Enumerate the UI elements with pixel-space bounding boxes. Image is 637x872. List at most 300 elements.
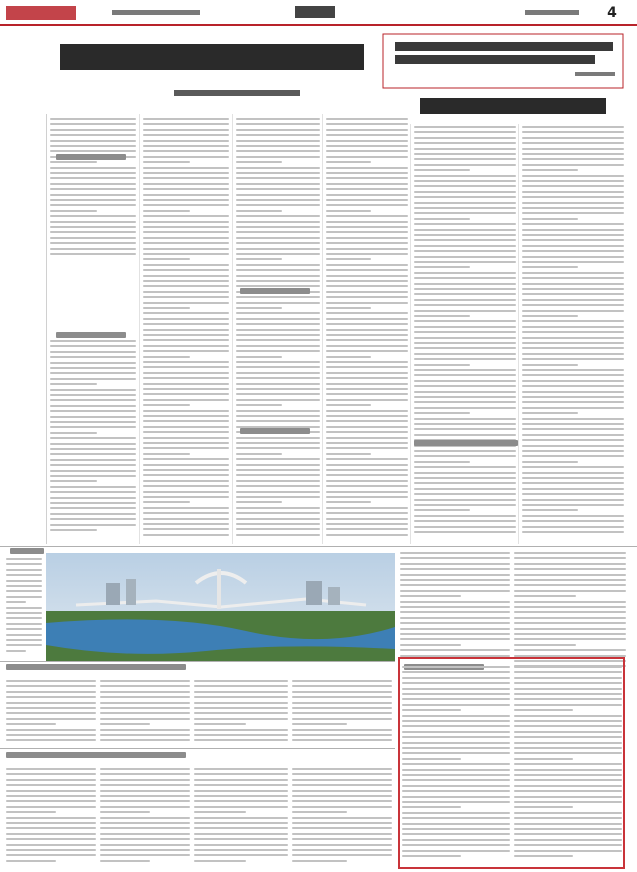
- text-line: [6, 596, 42, 598]
- text-line: [6, 817, 96, 819]
- text-line: [236, 156, 320, 158]
- text-line: [326, 167, 408, 169]
- text-line: [326, 485, 408, 487]
- text-line: [326, 280, 408, 282]
- text-line: [6, 623, 42, 625]
- text-line: [6, 768, 96, 770]
- text-line: [50, 210, 97, 212]
- text-line: [522, 364, 578, 366]
- text-line: [326, 226, 408, 228]
- text-line: [143, 377, 229, 379]
- text-line: [194, 790, 288, 792]
- text-line: [236, 350, 320, 352]
- text-line: [143, 496, 229, 498]
- text-line: [236, 307, 282, 309]
- text-line: [514, 649, 626, 651]
- text-line: [292, 702, 392, 704]
- text-line: [414, 245, 516, 247]
- text-line: [292, 729, 392, 731]
- text-line: [6, 707, 96, 709]
- text-line: [236, 523, 320, 525]
- text-line: [100, 702, 190, 704]
- text-line: [236, 383, 320, 385]
- text-line: [326, 523, 408, 525]
- text-line: [414, 472, 516, 474]
- text-line: [414, 196, 516, 198]
- text-line: [522, 142, 624, 144]
- text-line: [292, 860, 347, 862]
- text-line: [194, 822, 288, 824]
- text-line: [236, 458, 320, 460]
- text-line: [236, 161, 282, 163]
- text-line: [50, 215, 136, 217]
- text-line: [194, 811, 246, 813]
- article-title: [6, 752, 186, 758]
- text-line: [50, 383, 97, 385]
- text-line: [522, 531, 624, 533]
- text-line: [522, 126, 624, 128]
- text-line: [522, 385, 624, 387]
- side-article: [420, 98, 606, 114]
- text-line: [522, 499, 624, 501]
- text-line: [194, 784, 288, 786]
- text-line: [236, 415, 320, 417]
- text-line: [414, 137, 516, 139]
- text-line: [236, 323, 320, 325]
- text-line: [236, 464, 320, 466]
- text-line: [50, 351, 136, 353]
- text-line: [100, 844, 190, 846]
- text-line: [143, 291, 229, 293]
- text-line: [6, 811, 56, 813]
- text-line: [326, 350, 408, 352]
- text-line: [326, 496, 408, 498]
- text-line: [236, 372, 320, 374]
- text-line: [6, 838, 96, 840]
- text-line: [143, 118, 229, 120]
- text-line: [236, 377, 320, 379]
- text-line: [522, 207, 624, 209]
- text-line: [50, 513, 136, 515]
- text-line: [522, 304, 624, 306]
- text-line: [143, 453, 190, 455]
- text-line: [6, 833, 96, 835]
- text-line: [326, 458, 408, 460]
- text-line: [100, 795, 190, 797]
- text-line: [522, 407, 624, 409]
- text-line: [400, 552, 510, 554]
- text-line: [514, 628, 626, 630]
- text-line: [326, 518, 408, 520]
- text-line: [6, 639, 42, 641]
- text-line: [6, 822, 96, 824]
- text-line: [50, 437, 136, 439]
- text-line: [194, 849, 288, 851]
- text-line: [143, 480, 229, 482]
- text-line: [194, 860, 246, 862]
- text-line: [414, 369, 516, 371]
- text-line: [414, 385, 516, 387]
- text-line: [326, 383, 408, 385]
- text-line: [143, 199, 229, 201]
- text-line: [236, 404, 282, 406]
- text-line: [414, 223, 516, 225]
- text-line: [236, 140, 320, 142]
- text-line: [522, 342, 624, 344]
- text-line: [292, 696, 392, 698]
- text-line: [50, 529, 97, 531]
- headline-placeholder: [60, 44, 364, 70]
- text-line: [414, 391, 516, 393]
- text-line: [414, 234, 516, 236]
- text-line: [414, 256, 516, 258]
- text-line: [6, 790, 96, 792]
- text-line: [143, 129, 229, 131]
- text-line: [400, 595, 461, 597]
- text-line: [236, 253, 320, 255]
- text-line: [194, 817, 288, 819]
- text-line: [6, 650, 26, 652]
- text-line: [400, 644, 461, 646]
- text-line: [326, 512, 408, 514]
- text-line: [522, 245, 624, 247]
- text-line: [194, 838, 288, 840]
- text-line: [6, 607, 42, 609]
- text-line: [6, 702, 96, 704]
- text-line: [414, 380, 516, 382]
- text-line: [236, 167, 320, 169]
- text-line: [194, 718, 288, 720]
- text-line: [50, 237, 136, 239]
- text-line: [236, 248, 320, 250]
- text-line: [522, 283, 624, 285]
- text-line: [522, 202, 624, 204]
- text-line: [326, 318, 408, 320]
- text-line: [326, 269, 408, 271]
- masthead: [0, 6, 637, 26]
- text-line: [6, 585, 42, 587]
- text-line: [50, 432, 97, 434]
- text-line: [236, 361, 320, 363]
- text-line: [100, 691, 190, 693]
- text-line: [414, 148, 516, 150]
- text-line: [414, 304, 516, 306]
- text-line: [143, 350, 229, 352]
- text-line: [236, 345, 320, 347]
- text-line: [292, 691, 392, 693]
- text-line: [522, 250, 624, 252]
- text-line: [326, 248, 408, 250]
- text-line: [143, 410, 229, 412]
- text-line: [292, 811, 347, 813]
- text-line: [414, 261, 516, 263]
- text-line: [414, 418, 516, 420]
- text-line: [522, 423, 624, 425]
- text-line: [522, 461, 578, 463]
- text-line: [236, 188, 320, 190]
- text-line: [236, 485, 320, 487]
- text-line: [143, 388, 229, 390]
- text-line: [514, 606, 626, 608]
- text-line: [143, 491, 229, 493]
- text-line: [400, 574, 510, 576]
- text-line: [522, 434, 624, 436]
- text-line: [414, 423, 516, 425]
- text-line: [400, 606, 510, 608]
- highlighted-article-frame: [398, 657, 625, 869]
- text-line: [326, 275, 408, 277]
- article-title: [6, 664, 186, 670]
- text-line: [100, 779, 190, 781]
- text-line: [414, 164, 516, 166]
- text-line: [236, 242, 320, 244]
- text-line: [194, 768, 288, 770]
- text-line: [50, 524, 136, 526]
- text-line: [292, 838, 392, 840]
- divider-lower: [0, 661, 395, 662]
- divider-bottom: [0, 748, 395, 749]
- divider-col-5: [518, 124, 519, 544]
- text-line: [194, 806, 288, 808]
- text-line: [522, 315, 578, 317]
- text-line: [522, 153, 624, 155]
- text-line: [292, 723, 347, 725]
- divider-col-2: [232, 114, 233, 544]
- text-line: [522, 164, 624, 166]
- text-line: [326, 172, 408, 174]
- text-line: [50, 145, 136, 147]
- text-line: [414, 396, 516, 398]
- text-line: [414, 526, 516, 528]
- text-line: [143, 534, 229, 536]
- text-line: [414, 353, 516, 355]
- text-line: [522, 261, 624, 263]
- text-line: [414, 466, 516, 468]
- text-line: [50, 140, 136, 142]
- text-line: [236, 534, 320, 536]
- text-line: [400, 601, 510, 603]
- text-line: [50, 448, 136, 450]
- text-line: [194, 707, 288, 709]
- text-line: [236, 194, 320, 196]
- text-line: [292, 790, 392, 792]
- text-line: [6, 784, 96, 786]
- text-line: [326, 323, 408, 325]
- text-line: [414, 412, 470, 414]
- text-line: [326, 161, 371, 163]
- headline-block: [60, 44, 364, 96]
- text-line: [522, 358, 624, 360]
- text-line: [414, 169, 470, 171]
- text-line: [100, 849, 190, 851]
- text-line: [236, 512, 320, 514]
- text-line: [100, 811, 150, 813]
- text-line: [143, 221, 229, 223]
- text-line: [6, 634, 42, 636]
- text-line: [326, 329, 408, 331]
- text-line: [100, 696, 190, 698]
- text-line: [143, 437, 229, 439]
- text-line: [326, 453, 371, 455]
- text-line: [100, 806, 190, 808]
- text-line: [236, 496, 320, 498]
- text-line: [100, 838, 190, 840]
- text-line: [326, 291, 408, 293]
- text-line: [414, 504, 516, 506]
- text-line: [522, 515, 624, 517]
- photo-icon: [46, 553, 395, 661]
- text-line: [522, 218, 578, 220]
- notice-subtitle-placeholder: [395, 55, 595, 64]
- text-line: [236, 507, 320, 509]
- text-line: [292, 784, 392, 786]
- text-line: [50, 221, 136, 223]
- date-line-placeholder: [112, 10, 200, 15]
- text-line: [236, 118, 320, 120]
- text-line: [143, 431, 229, 433]
- text-line: [414, 450, 516, 452]
- divider-middle: [0, 546, 637, 547]
- text-line: [292, 734, 392, 736]
- text-line: [100, 718, 190, 720]
- text-line: [522, 137, 624, 139]
- text-line: [50, 486, 136, 488]
- text-line: [292, 849, 392, 851]
- masthead-rule: [0, 24, 637, 26]
- text-line: [50, 378, 136, 380]
- text-line: [514, 590, 626, 592]
- text-line: [522, 466, 624, 468]
- text-line: [522, 191, 624, 193]
- text-line: [50, 118, 136, 120]
- text-line: [414, 202, 516, 204]
- text-line: [194, 680, 288, 682]
- text-line: [6, 806, 96, 808]
- text-line: [400, 628, 510, 630]
- text-line: [50, 416, 136, 418]
- text-line: [236, 183, 320, 185]
- text-line: [292, 795, 392, 797]
- text-line: [50, 356, 136, 358]
- text-line: [50, 497, 136, 499]
- text-line: [326, 377, 408, 379]
- text-line: [100, 784, 190, 786]
- text-line: [6, 729, 96, 731]
- text-line: [143, 485, 229, 487]
- text-line: [400, 590, 510, 592]
- text-line: [50, 421, 136, 423]
- text-line: [236, 215, 320, 217]
- text-line: [6, 779, 96, 781]
- text-line: [326, 118, 408, 120]
- text-line: [6, 680, 96, 682]
- text-line: [143, 145, 229, 147]
- text-line: [326, 253, 408, 255]
- text-line: [236, 469, 320, 471]
- text-line: [236, 334, 320, 336]
- text-line: [326, 183, 408, 185]
- text-line: [143, 226, 229, 228]
- text-line: [326, 356, 371, 358]
- text-line: [326, 156, 408, 158]
- text-line: [414, 337, 516, 339]
- text-line: [50, 367, 136, 369]
- text-line: [326, 237, 408, 239]
- text-line: [50, 134, 136, 136]
- text-line: [6, 574, 42, 576]
- text-line: [326, 199, 408, 201]
- text-line: [414, 207, 516, 209]
- text-line: [522, 148, 624, 150]
- text-line: [414, 126, 516, 128]
- text-line: [143, 512, 229, 514]
- text-line: [100, 817, 190, 819]
- section-heading: [414, 440, 518, 446]
- text-line: [292, 718, 392, 720]
- text-line: [326, 437, 408, 439]
- text-line: [236, 134, 320, 136]
- text-line: [143, 318, 229, 320]
- text-line: [292, 779, 392, 781]
- text-line: [514, 552, 626, 554]
- text-line: [143, 296, 229, 298]
- notice-box: [383, 34, 623, 88]
- text-line: [50, 405, 136, 407]
- text-line: [522, 180, 624, 182]
- text-line: [143, 237, 229, 239]
- text-line: [50, 459, 136, 461]
- text-line: [522, 418, 624, 420]
- text-line: [50, 199, 136, 201]
- text-line: [414, 299, 516, 301]
- text-line: [522, 369, 624, 371]
- text-line: [6, 569, 42, 571]
- text-line: [143, 323, 229, 325]
- text-line: [514, 579, 626, 581]
- text-line: [522, 391, 624, 393]
- text-line: [414, 218, 470, 220]
- text-line: [194, 696, 288, 698]
- text-line: [50, 248, 136, 250]
- text-line: [514, 644, 576, 646]
- text-line: [522, 326, 624, 328]
- text-line: [236, 269, 320, 271]
- divider-col-3: [322, 114, 323, 544]
- text-line: [514, 601, 626, 603]
- text-line: [143, 415, 229, 417]
- text-line: [292, 822, 392, 824]
- text-line: [522, 288, 624, 290]
- text-line: [414, 153, 516, 155]
- text-line: [326, 399, 408, 401]
- text-line: [194, 734, 288, 736]
- text-line: [522, 450, 624, 452]
- text-line: [194, 723, 246, 725]
- text-line: [194, 844, 288, 846]
- text-line: [236, 453, 282, 455]
- text-line: [143, 345, 229, 347]
- text-line: [522, 229, 624, 231]
- text-line: [400, 568, 510, 570]
- text-line: [522, 526, 624, 528]
- text-line: [414, 531, 516, 533]
- text-line: [522, 277, 624, 279]
- text-line: [50, 172, 136, 174]
- text-line: [326, 129, 408, 131]
- page-section-label-placeholder: [295, 6, 335, 18]
- divider-col-1: [139, 114, 140, 544]
- text-line: [6, 795, 96, 797]
